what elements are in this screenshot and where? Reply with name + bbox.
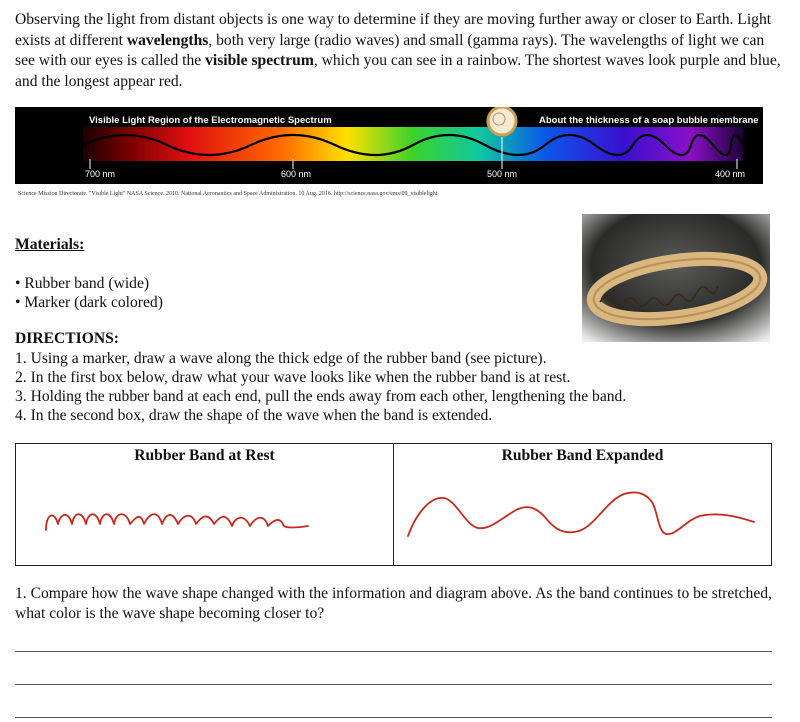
answer-line-2[interactable] bbox=[15, 684, 772, 685]
list-item: • Marker (dark colored) bbox=[15, 293, 163, 312]
answer-line-3[interactable] bbox=[15, 717, 772, 718]
term-wavelengths: wavelengths bbox=[126, 31, 209, 49]
expanded-box-title: Rubber Band Expanded bbox=[501, 447, 664, 464]
intro-paragraph bbox=[15, 10, 787, 92]
rest-drawing-box[interactable] bbox=[16, 444, 393, 565]
bubble-caption: About the thickness of a soap bubble membrane bbox=[539, 115, 759, 126]
list-item: 2. In the first box below, draw what your wave looks like when the rubber band is at rest. bbox=[15, 369, 571, 386]
rubber-band-photo bbox=[582, 214, 770, 342]
tick-500: 500 nm bbox=[487, 169, 518, 179]
directions-list bbox=[15, 349, 626, 425]
expanded-wave-drawing bbox=[394, 444, 772, 565]
answer-line-1[interactable] bbox=[15, 651, 772, 652]
rest-box-title: Rubber Band at Rest bbox=[134, 447, 275, 464]
directions-heading: DIRECTIONS: bbox=[15, 330, 119, 347]
list-item: • Rubber band (wide) bbox=[15, 274, 163, 293]
intro-text-1: Observing the light from distant objects is one way to determine if they are moving further away or closer to Earth. Light exists at different bbox=[15, 11, 772, 49]
spectrum-title: Visible Light Region of the Electromagnetic Spectrum bbox=[89, 115, 332, 126]
rest-wave-drawing bbox=[16, 444, 392, 565]
list-item: 1. Using a marker, draw a wave along the thick edge of the rubber band (see picture). bbox=[15, 350, 547, 367]
spectrum-citation: Science Mission Directorate. "Visible Light" NASA Science. 2010. National Aeronautics and Space Administration. 10 Aug. 2016. http://science.nasa.gov/ems/09_visiblelight bbox=[18, 191, 438, 197]
list-item: 3. Holding the rubber band at each end, pull the ends away from each other, lengthening the band. bbox=[15, 388, 627, 405]
soap-bubble-icon bbox=[488, 107, 516, 135]
materials-list bbox=[15, 274, 163, 312]
question-1: 1. Compare how the wave shape changed with the information and diagram above. As the band continues to be stretched, what color is the wave shape becoming closer to? bbox=[15, 585, 772, 622]
list-item: 4. In the second box, draw the shape of the wave when the band is extended. bbox=[15, 407, 493, 424]
tick-400: 400 nm bbox=[715, 169, 746, 179]
intro-text-2: , both very large (radio waves) and small (gamma rays). The wavelengths of light we can see with our eyes is called the bbox=[15, 31, 765, 70]
tick-600: 600 nm bbox=[281, 169, 312, 179]
tick-700: 700 nm bbox=[85, 169, 116, 179]
intro-text-3: , which you can see in a rainbow. The shortest waves look purple and blue, and the longest appear red. bbox=[15, 52, 781, 90]
drawing-boxes bbox=[15, 443, 772, 566]
expanded-drawing-box[interactable] bbox=[393, 444, 771, 565]
term-visible-spectrum: visible spectrum bbox=[205, 52, 314, 70]
visible-spectrum-diagram bbox=[15, 107, 763, 184]
materials-heading: Materials: bbox=[15, 236, 85, 253]
